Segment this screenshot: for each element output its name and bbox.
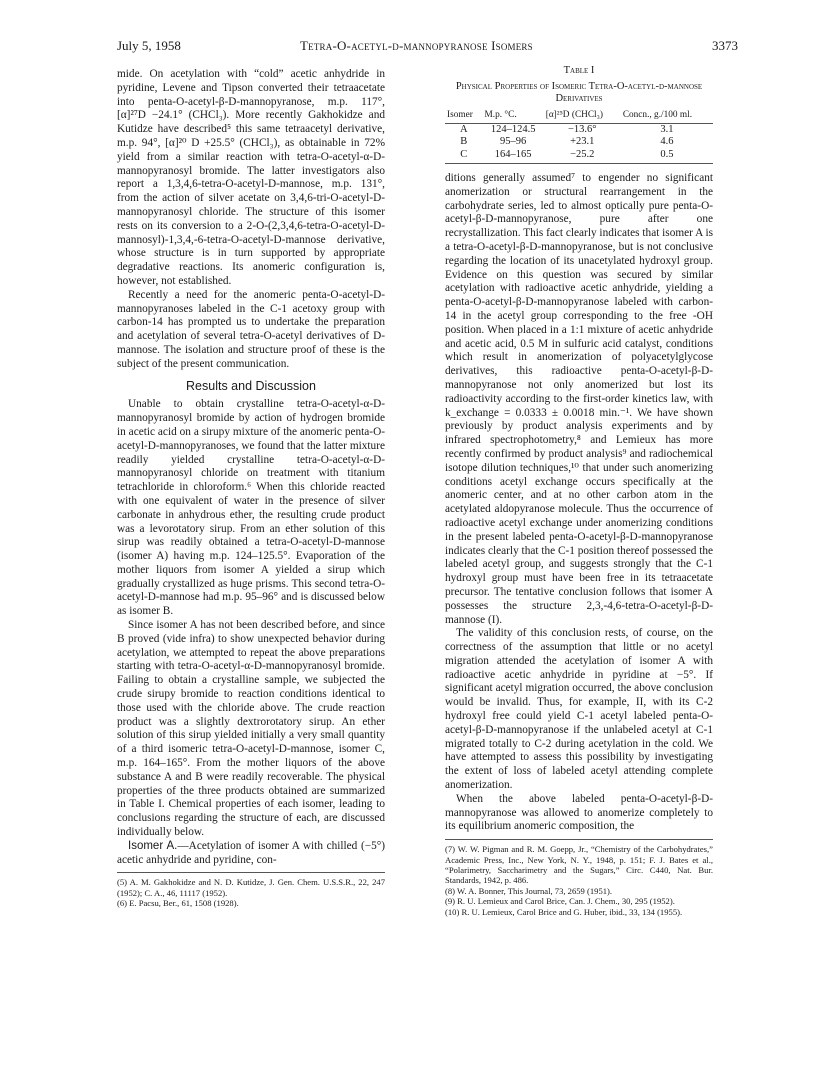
- footnote: (9) R. U. Lemieux and Carol Brice, Can. J. Chem., 30, 295 (1952).: [445, 896, 675, 907]
- table-label: Table I: [563, 65, 595, 76]
- footnote: (8) W. A. Bonner, This Journal, 73, 2659 (1951).: [445, 885, 613, 896]
- table-cell: 124–124.5: [490, 123, 536, 135]
- table-cell: −13.6°: [568, 123, 597, 135]
- table-cell: A: [459, 123, 468, 135]
- right-text: [445, 172, 713, 834]
- right-column: [445, 65, 713, 917]
- table-row: [445, 136, 713, 149]
- column-header: M.p. °C.: [483, 110, 544, 124]
- table-header-row: [445, 110, 713, 124]
- column-header: Concn., g./100 ml.: [621, 110, 713, 124]
- table-cell: 3.1: [660, 123, 674, 135]
- column-header: [α]²⁵D (CHCl₃): [544, 110, 621, 124]
- header-title: Tetra-O-acetyl-d-mannopyranose Isomers: [300, 38, 533, 53]
- properties-table: [445, 110, 713, 165]
- column-header: Isomer: [445, 110, 483, 124]
- footnote: (6) E. Pacsu, Ber., 61, 1508 (1928).: [117, 898, 239, 909]
- paragraph: mide. On acetylation with “cold” acetic anhydride in pyridine, Levene and Tipson converted their tetraacetate into penta-O-acetyl-β-D-mannopyranose, m.p. 117°, [α]²⁷D −24.1° (CHCl₃). More recently Gakhokidze and Kutidze have described⁵ this same tetraacetyl derivative, m.p. 94°, [α]²⁰ D +25.5° (CHCl₃), as obtainable in 72% yield from a similar reaction with tetra-O-acetyl-α-D-mannopyranosyl bromide. The latter investigators also report a 1,3,4,6-tetra-O-acetyl-D-mannose, m.p. 131°, from the action of silver acetate on 3,4,6-tri-O-acetyl-D-mannopyranosyl chloride. The structure of this isomer rests on its conversion to a 2-O-(2,3,4,6-tetra-O-acetyl-D-mannosyl)-1,3,4,-6-tetra-O-acetyl-D-mannose derivative, whose structure is in turn supported by appropriate degradative reactions. Its anomeric configuration is, however, not established.: [117, 68, 385, 287]
- header-page-number: 3373: [712, 38, 738, 53]
- table-row: [445, 123, 713, 136]
- paragraph: ditions generally assumed⁷ to engender no significant anomerization or structural rearrangement in the carbohydrate series, led to almost optically pure penta-O-acetyl-β-D-mannopyranose, pure after one recrystallization. This fact clearly indicates that isomer A is a tetra-O-acetyl-β-D-mannopyranose, but is not conclusive regarding the location of its unacetylated hydroxyl group. Evidence on this question was secured by similar acetylation with radioactive acetic anhydride, yielding a penta-O-acetyl-β-D-mannopyranose labeled with carbon-14 in the acetyl group corresponding to the free -OH position. When placed in a 1:1 mixture of acetic anhydride and acetic acid, 0.5 M in sulfuric acid catalyst, conditions which result in anomerization of polyacetylglycose derivatives, this radioactive penta-O-acetyl-β-D-mannopyranose not only anomerized but lost its radioactivity according to the first-order kinetics law, with k_exchange = 0.0333 ± 0.0018 min.⁻¹. We have shown previously by product analysis experiments and by infrared spectrophotometry,⁸ and Lemieux has more recently confirmed by product analysis⁹ and radiochemical isotope dilution techniques,¹⁰ that under such anomerizing conditions acetyl exchange occurs specifically at the anomeric center, and at no other carbon atom in the acetylated aldopyranose molecule. Thus the occurrence of radioactive acetyl exchange under anomerizing conditions in the present labeled penta-O-acetyl-β-D-mannopyranose indicates clearly that the C-1 position thereof possessed the labeled acetyl group, and suggests strongly that the C-1 hydroxyl group must have been free in its tetraacetate precursor. The tentative conclusion follows that isomer A possesses the structure 2,3,-4,6-tetra-O-acetyl-β-D-mannose (I).: [445, 172, 714, 626]
- table-cell: 164–165: [483, 149, 544, 164]
- left-column: [117, 68, 385, 909]
- table-cell: +23.1: [570, 136, 595, 147]
- header-date: July 5, 1958: [117, 38, 181, 53]
- paragraph: Recently a need for the anomeric penta-O-acetyl-D-mannopyranoses labeled in the C-1 acetoxy group with carbon-14 has prompted us to undertake the preparation and acetylation of several tetra-O-acetyl derivatives of D-mannose. The isolation and structure proof of these is the subject of the present communication.: [117, 288, 385, 370]
- table-cell: −25.2: [544, 149, 621, 164]
- paragraph: When the above labeled penta-O-acetyl-β-D-mannopyranose was allowed to anomerize completely to its equilibrium anomeric composition, the: [445, 792, 713, 833]
- footnote: (7) W. W. Pigman and R. M. Goepp, Jr., “Chemistry of the Carbohydrates,” Academic Press, Inc., New York, N. Y., 1948, p. 151; F. J. Bates et al., “Polarimetry, Saccharimetry and the Sugars,” Circ. C440, Nat. Bur. Standards, 1942, p. 486.: [445, 844, 713, 886]
- footnote-divider: [117, 872, 385, 873]
- isomer-a-text: —Acetylation of isomer A with chilled (−5°) acetic anhydride and pyridine, con-: [117, 839, 385, 866]
- paragraph: Unable to obtain crystalline tetra-O-acetyl-α-D-mannopyranosyl bromide by action of hydrogen bromide in acetic acid on a sirupy mixture of the anomeric penta-O-acetyl-D-mannopyranoses, we found that the latter mixture readily yielded crystalline tetra-O-acetyl-α-D-mannopyranosyl chloride on treatment with titanium tetrachloride in chloroform.⁶ When this chloride reacted with one equivalent of water in the presence of silver carbonate in anhydrous ether, the resulting crude product was a levorotatory sirup. From an ether solution of this sirup was readily obtained a tetra-O-acetyl-D-mannose (isomer A) having m.p. 124–125.5°. Evaporation of the mother liquors from isomer A yielded a sirup which gradually crystallized as huge prisms. This second tetra-O-acetyl-D-mannose had m.p. 95–96° and is discussed below as isomer B.: [117, 398, 385, 618]
- table-cell: 0.5: [621, 149, 713, 164]
- section-heading: Results and Discussion: [186, 378, 316, 393]
- paragraph: The validity of this conclusion rests, of course, on the correctness of the assumption that little or no acetyl migration attended the acetylation of isomer A with radioactive acetic anhydride in pyridine at −5°. If significant acetyl migration occurred, the above conclusion would be invalid. Thus, for example, II, with its C-2 hydroxyl free could yield C-1 acetyl labeled penta-O-acetyl-β-D-mannopyranose if the unlabeled acetyl at C-1 migrated totally to C-2 during acetylation in the cold. We have attempted to assess this possibility by investigating the extent of loss of labeled acetyl attending complete anomerization.: [445, 627, 713, 792]
- table-cell: 4.6: [660, 136, 674, 147]
- table-cell: B: [460, 136, 468, 147]
- table-1: [445, 65, 713, 164]
- table-caption: Physical Properties of Isomeric Tetra-O-acetyl-d-mannose Derivatives: [455, 80, 703, 104]
- table-row: [445, 149, 713, 164]
- footnote: (5) A. M. Gakhokidze and N. D. Kutidze, J. Gen. Chem. U.S.S.R., 22, 247 (1952); C. A., 46, 11117 (1952).: [117, 877, 385, 898]
- footnote-divider: [445, 839, 713, 840]
- paragraph: [117, 840, 385, 868]
- table-cell: C: [445, 149, 483, 164]
- paragraph: Since isomer A has not been described before, and since B proved (vide infra) to show unexpected behavior during acetylation, we attempted to repeat the above preparations starting with tetra-O-acetyl-α-D-mannopyranosyl bromide. Failing to obtain a crystalline sample, we subjected the crude sirupy bromide to reaction conditions identical to those used with the chloride above. The crude reaction product was a slightly dextrorotatory sirup. An ether solution of this sirup yielded initially a very small quantity of a third isomeric tetra-O-acetyl-D-mannose, isomer C, m.p. 164–165°. From the mother liquors of the above substance A and B were readily recoverable. The physical properties of the three products obtained are summarized in Table I. Chemical properties of each isomer, leading to conclusions regarding the structure of each, are discussed individually below.: [117, 619, 385, 839]
- footnote: (10) R. U. Lemieux, Carol Brice and G. Huber, ibid., 33, 134 (1955).: [445, 906, 683, 917]
- isomer-a-heading: Isomer A.: [128, 839, 178, 852]
- table-cell: 95–96: [500, 136, 527, 147]
